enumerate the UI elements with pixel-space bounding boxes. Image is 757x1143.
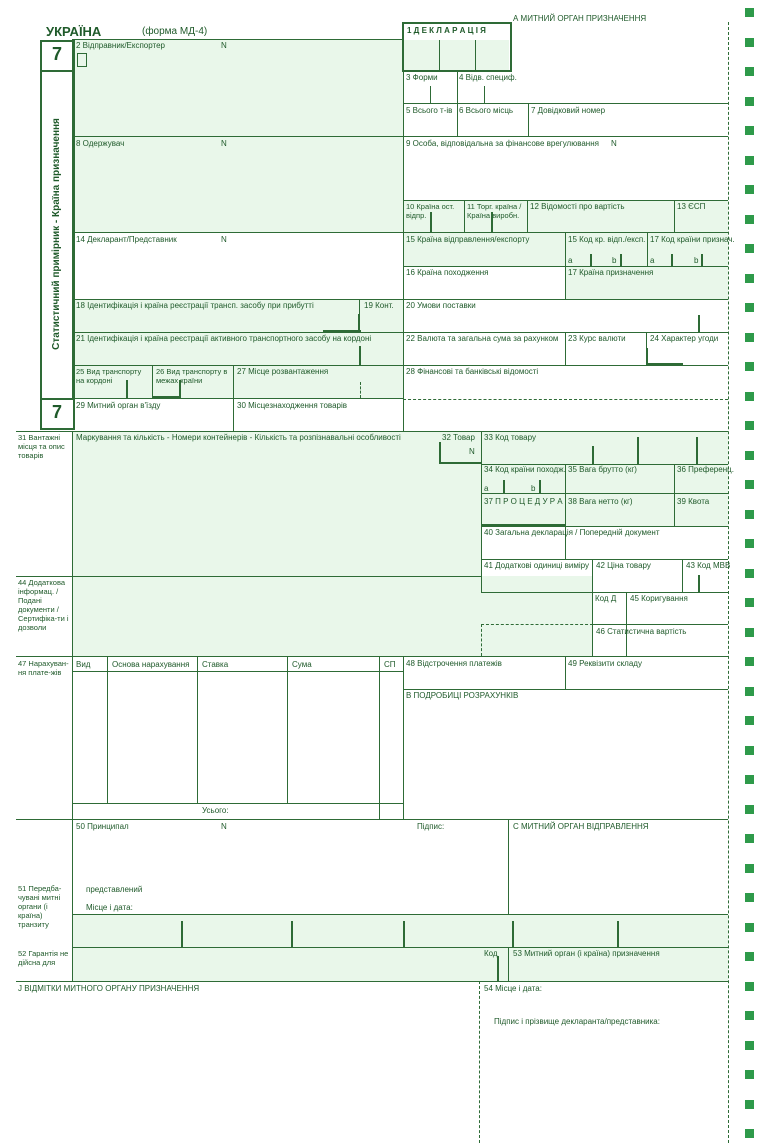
feed-square <box>745 687 754 696</box>
feed-square <box>745 392 754 401</box>
feed-square <box>745 480 754 489</box>
box-a-label: А МИТНИЙ ОРГАН ПРИЗНАЧЕННЯ <box>513 14 647 23</box>
feed-square <box>745 716 754 725</box>
box-33-label: 33 Код товару <box>484 433 536 442</box>
box-8-label: 8 Одержувач <box>76 139 125 148</box>
box-26-label: 26 Вид транспорту в межах країни <box>156 367 228 385</box>
feed-square <box>745 1129 754 1138</box>
feed-square <box>745 1041 754 1050</box>
feed-square <box>745 185 754 194</box>
box-2-n: N <box>221 41 227 50</box>
feed-square <box>745 982 754 991</box>
feed-square <box>745 598 754 607</box>
box-46-label: 46 Статистична вартість <box>596 627 687 636</box>
box-j-label: J ВІДМІТКИ МИТНОГО ОРГАНУ ПРИЗНАЧЕННЯ <box>18 984 200 993</box>
box-9-n: N <box>611 139 617 148</box>
checkbox[interactable] <box>77 53 87 67</box>
box-17a-a: a <box>650 256 655 265</box>
feed-square <box>745 805 754 814</box>
box-52-label: 52 Гарантія не дійсна для <box>18 949 69 967</box>
feed-square <box>745 510 754 519</box>
box-15-label: 15 Країна відправлення/експорту <box>406 235 530 244</box>
feed-square <box>745 8 754 17</box>
box-11-label: 11 Торг. країна / Країна виробн. <box>467 202 522 220</box>
box-14-n: N <box>221 235 227 244</box>
box-13-label: 13 ЄСП <box>677 202 706 211</box>
box-51-label: 51 Передба-чувані митні органи (і країна) транзиту <box>18 884 62 929</box>
box-15a-a: a <box>568 256 573 265</box>
box-b-label: В ПОДРОБИЦІ РОЗРАХУНКІВ <box>406 691 519 700</box>
feed-square <box>745 746 754 755</box>
place-date-label: Місце і дата: <box>86 903 133 912</box>
box-35-label: 35 Вага брутто (кг) <box>568 465 637 474</box>
box-17a-b: b <box>694 256 699 265</box>
feed-square <box>745 628 754 637</box>
box-34-b: b <box>531 484 536 493</box>
box-40-label: 40 Загальна декларація / Попередній документ <box>484 528 660 537</box>
box-c-label: С МИТНИЙ ОРГАН ВІДПРАВЛЕННЯ <box>513 822 649 831</box>
box-32-label: 32 Товар <box>442 433 475 442</box>
box-10-label: 10 Країна ост. відпр. <box>406 202 455 220</box>
kod-d-label: Код Д <box>595 594 617 603</box>
box-37-label: 37 П Р О Ц Е Д У Р А <box>484 497 563 506</box>
box-41-label: 41 Додаткові одиниці виміру <box>484 561 590 570</box>
copy-number-bottom: 7 <box>52 402 63 422</box>
box-31-desc: Маркування та кількість - Номери контейнерів - Кількість та розпізнавальні особливості <box>76 433 401 442</box>
box-15a-label: 15 Код кр. відп./експ. <box>568 235 646 244</box>
col-suma: Сума <box>292 660 312 669</box>
feed-square <box>745 893 754 902</box>
box-24-label: 24 Характер угоди <box>650 334 719 343</box>
feed-square <box>745 67 754 76</box>
box-36-label: 36 Преференц. <box>677 465 734 474</box>
box-23-label: 23 Курс валюти <box>568 334 626 343</box>
box-9-label: 9 Особа, відповідальна за фінансове врегулювання <box>406 139 599 148</box>
feed-square <box>745 244 754 253</box>
box-50-n: N <box>221 822 227 831</box>
box-19-label: 19 Конт. <box>364 301 394 310</box>
box-20-label: 20 Умови поставки <box>406 301 476 310</box>
feed-square <box>745 303 754 312</box>
box-38-label: 38 Вага нетто (кг) <box>568 497 633 506</box>
represented-label: представлений <box>86 885 143 894</box>
feed-square <box>745 657 754 666</box>
box-15a-b: b <box>612 256 617 265</box>
copy-number-top: 7 <box>52 44 63 64</box>
box-21-label: 21 Ідентифікація і країна реєстрації активного транспортного засобу на кордоні <box>76 334 372 343</box>
feed-square <box>745 38 754 47</box>
col-vyd: Вид <box>76 660 91 669</box>
feed-square <box>745 274 754 283</box>
box-34-label: 34 Код країни походж. <box>484 465 566 474</box>
box-54-label: 54 Місце і дата: <box>484 984 542 993</box>
box-17a-label: 17 Код країни признач. <box>650 235 735 244</box>
col-osnova: Основа нарахування <box>112 660 190 669</box>
box-42-label: 42 Ціна товару <box>596 561 651 570</box>
box-3-label: 3 Форми <box>406 73 438 82</box>
box-32-n: N <box>469 447 475 456</box>
box-53-label: 53 Митний орган (і країна) призначення <box>513 949 660 958</box>
box-43-label: 43 Код МВВ <box>686 561 731 570</box>
feed-square <box>745 451 754 460</box>
feed-square <box>745 421 754 430</box>
box-6-label: 6 Всього місць <box>459 106 514 115</box>
form-label: (форма МД-4) <box>142 26 208 37</box>
box-54-sign-label: Підпис і прізвище декларанта/представника: <box>494 1017 660 1026</box>
box-30-label: 30 Місцезнаходження товарів <box>237 401 348 410</box>
feed-square <box>745 834 754 843</box>
country-title: УКРАЇНА <box>46 24 102 39</box>
feed-square <box>745 97 754 106</box>
feed-square <box>745 126 754 135</box>
box-16-label: 16 Країна походження <box>406 268 489 277</box>
box-45-label: 45 Коригування <box>630 594 688 603</box>
box-28-label: 28 Фінансові та банківські відомості <box>406 367 539 376</box>
col-sp: СП <box>384 660 396 669</box>
box-7-label: 7 Довідковий номер <box>531 106 606 115</box>
feed-square <box>745 539 754 548</box>
box-17-label: 17 Країна призначення <box>568 268 654 277</box>
box-49-label: 49 Реквізити складу <box>568 659 642 668</box>
feed-square <box>745 864 754 873</box>
box-39-label: 39 Квота <box>677 497 710 506</box>
box-2-label: 2 Відправник/Експортер <box>76 41 165 50</box>
box-50-label: 50 Принципал <box>76 822 129 831</box>
box-25-label: 25 Вид транспорту на кордоні <box>76 367 142 385</box>
box-14-label: 14 Декларант/Представник <box>76 235 177 244</box>
box-4-label: 4 Відв. специф. <box>459 73 517 82</box>
feed-square <box>745 952 754 961</box>
feed-square <box>745 569 754 578</box>
box-48-label: 48 Відстрочення платежів <box>406 659 502 668</box>
usogo-label: Усього: <box>202 806 229 815</box>
feed-square <box>745 775 754 784</box>
box-34-a: a <box>484 484 489 493</box>
box-27-label: 27 Місце розвантаження <box>237 367 329 376</box>
box-29-label: 29 Митний орган в'їзду <box>76 401 161 410</box>
box-8-n: N <box>221 139 227 148</box>
box-1-label: 1 Д Е К Л А Р А Ц І Я <box>407 26 486 35</box>
box-5-label: 5 Всього т-ів <box>406 106 453 115</box>
feed-square <box>745 156 754 165</box>
box-47-label: 47 Нарахуван-ня плате-жів <box>18 659 69 677</box>
feed-square <box>745 1011 754 1020</box>
feed-square <box>745 1070 754 1079</box>
vertical-title: Статистичний примірник - Країна призначення <box>51 118 62 350</box>
feed-square <box>745 923 754 932</box>
box-18-label: 18 Ідентифікація і країна реєстрації трансп. засобу при прибутті <box>76 301 314 310</box>
col-stavka: Ставка <box>202 660 229 669</box>
feed-square <box>745 1100 754 1109</box>
feed-square <box>745 362 754 371</box>
feed-square <box>745 333 754 342</box>
signature-label: Підпис: <box>417 822 445 831</box>
feed-square <box>745 215 754 224</box>
box-44-label: 44 Додаткова інформац. / Подані документи / Сертифіка-ти і дозволи <box>18 578 69 632</box>
box-12-label: 12 Відомості про вартість <box>530 202 625 211</box>
kod-label: Код <box>484 949 498 958</box>
box-22-label: 22 Валюта та загальна сума за рахунком <box>406 334 559 343</box>
box-31-label: 31 Вантажні місця та опис товарів <box>18 433 65 460</box>
